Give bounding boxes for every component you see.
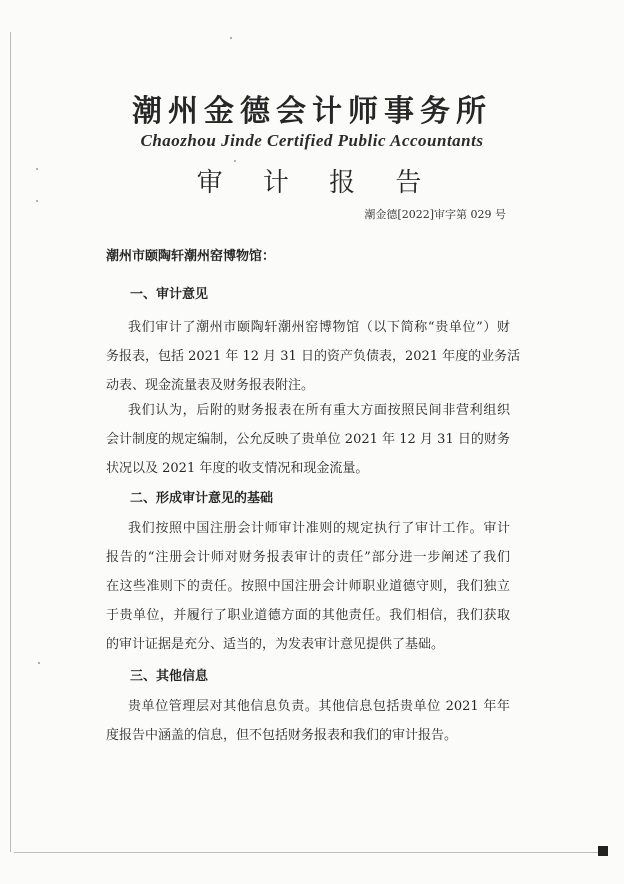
firm-name-english: Chaozhou Jinde Certified Public Accountants	[140, 131, 484, 150]
report-title: 审 计 报 告	[196, 168, 438, 198]
paragraph-audit-scope	[106, 313, 521, 400]
paragraph-line: 报告的“注册会计师对财务报表审计的责任”部分进一步阐述了我们	[106, 550, 510, 565]
paragraph-opinion-statement	[106, 396, 510, 483]
paragraph-line: 状况以及 2021 年度的收支情况和现金流量。	[106, 461, 369, 476]
paragraph-line: 我们按照中国注册会计师审计准则的规定执行了审计工作。审计	[128, 521, 510, 536]
paragraph-line: 务报表，包括 2021 年 12 月 31 日的资产负债表，2021 年度的业务活	[106, 349, 521, 364]
paragraph-line: 度报告中涵盖的信息，但不包括财务报表和我们的审计报告。	[106, 728, 458, 743]
paragraph-line: 动表、现金流量表及财务报表附注。	[106, 378, 315, 393]
paragraph-other-information	[106, 692, 510, 750]
addressee: 潮州市颐陶轩潮州窑博物馆：	[106, 249, 276, 264]
paragraph-line: 贵单位管理层对其他信息负责。其他信息包括贵单位 2021 年年	[128, 699, 510, 714]
scan-edge-left	[10, 32, 11, 852]
scan-speck	[38, 662, 40, 664]
paragraph-line: 在这些准则下的责任。按照中国注册会计师职业道德守则，我们独立	[106, 579, 510, 594]
scan-speck	[230, 37, 232, 39]
scan-edge-bottom	[14, 852, 604, 853]
paragraph-line: 于贵单位，并履行了职业道德方面的其他责任。我们相信，我们获取	[106, 608, 510, 623]
paragraph-line: 我们审计了潮州市颐陶轩潮州窑博物馆（以下简称“贵单位”）财	[128, 320, 510, 335]
scan-corner-mark	[598, 846, 608, 856]
paragraph-basis-for-opinion	[106, 514, 510, 659]
paragraph-line: 会计制度的规定编制，公允反映了贵单位 2021 年 12 月 31 日的财务	[106, 432, 510, 447]
paragraph-line: 我们认为，后附的财务报表在所有重大方面按照民间非营利组织	[128, 403, 510, 418]
scan-speck	[36, 200, 38, 202]
section-heading-basis-for-opinion: 二、形成审计意见的基础	[130, 491, 274, 506]
section-heading-audit-opinion: 一、审计意见	[130, 287, 209, 302]
reference-number: 潮金德[2022]审字第 029 号	[364, 208, 506, 221]
paragraph-line: 的审计证据是充分、适当的，为发表审计意见提供了基础。	[106, 637, 445, 652]
firm-name-chinese: 潮州金德会计师事务所	[132, 94, 492, 129]
section-heading-other-information: 三、其他信息	[130, 669, 209, 684]
